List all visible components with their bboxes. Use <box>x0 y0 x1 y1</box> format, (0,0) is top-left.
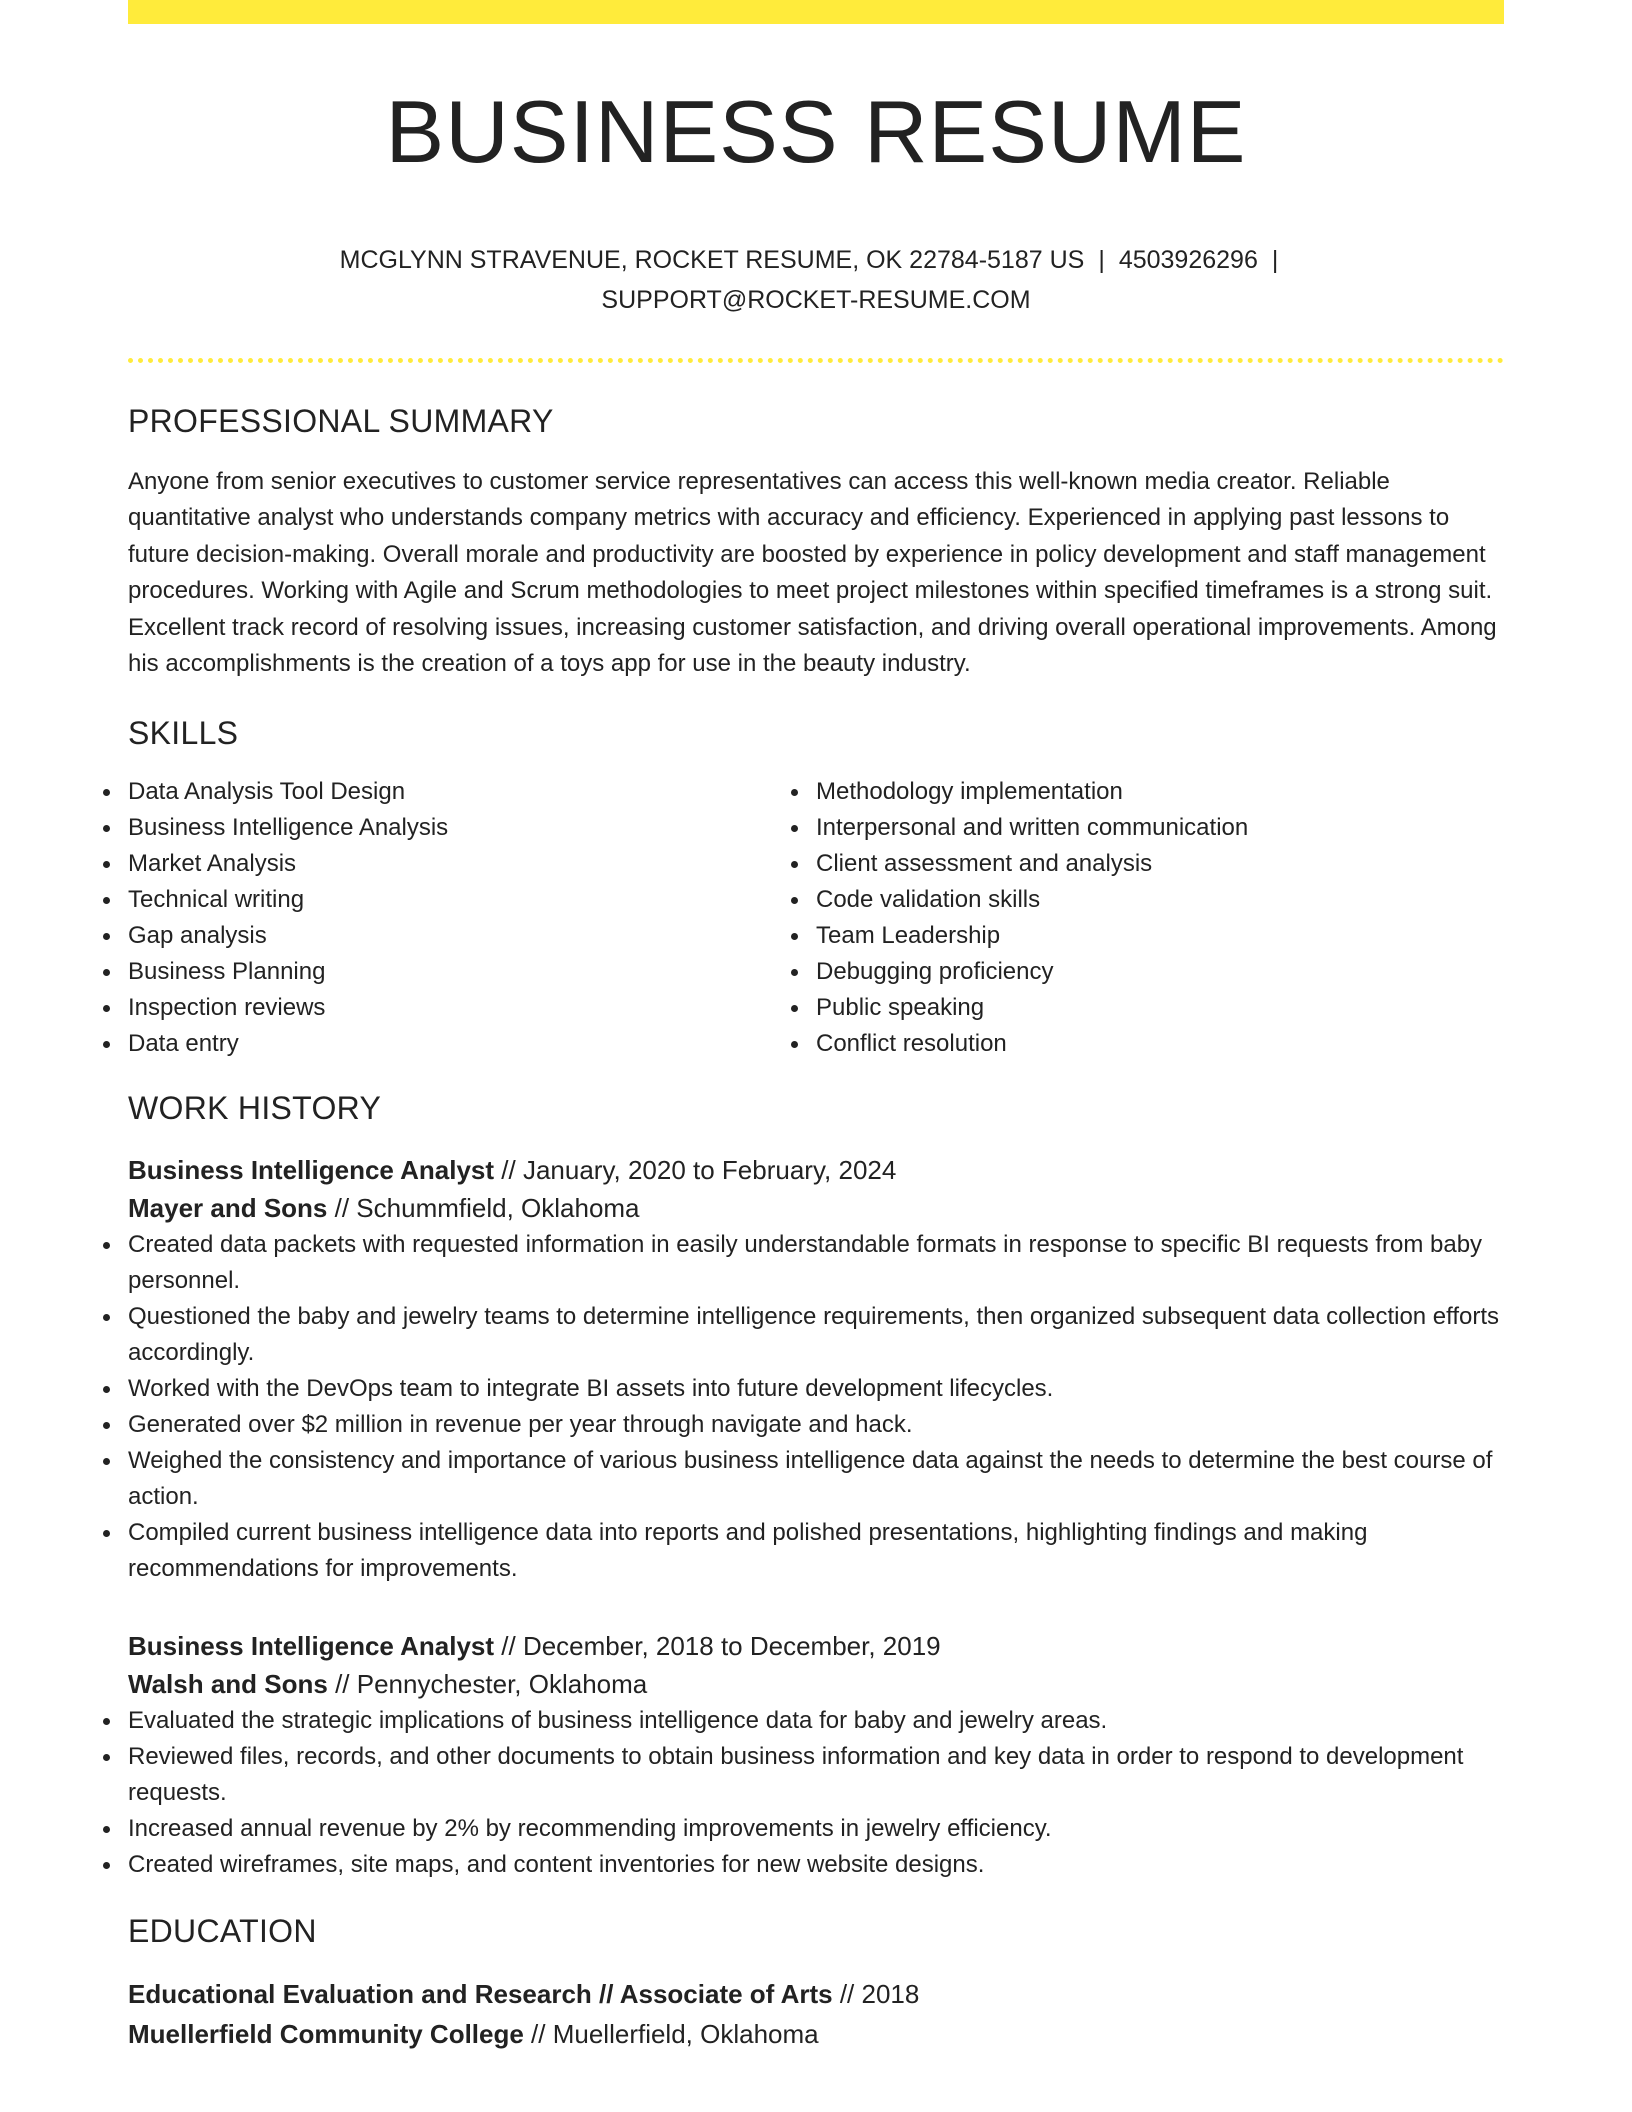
job-role-line <box>128 1627 1504 1665</box>
skill-item: Methodology implementation <box>816 774 1504 810</box>
skill-item: Debugging proficiency <box>816 954 1504 990</box>
education-section <box>128 1913 1504 2054</box>
skill-item: Interpersonal and written communication <box>816 810 1504 846</box>
skill-item: Public speaking <box>816 990 1504 1026</box>
contact-info <box>128 240 1504 320</box>
education-school-line <box>128 2014 1504 2054</box>
contact-phone: 4503926296 <box>1118 245 1258 274</box>
job-bullet: Increased annual revenue by 2% by recommending improvements in jewelry efficiency. <box>128 1811 1504 1847</box>
job-bullets <box>128 1227 1504 1587</box>
job-bullet: Evaluated the strategic implications of business intelligence data for baby and jewelry areas. <box>128 1703 1504 1739</box>
skill-item: Data Analysis Tool Design <box>128 774 816 810</box>
job-bullet: Generated over $2 million in revenue per year through navigate and hack. <box>128 1407 1504 1443</box>
skill-item: Inspection reviews <box>128 990 816 1026</box>
job-dates: // January, 2020 to February, 2024 <box>494 1154 897 1185</box>
job-bullet: Created wireframes, site maps, and content inventories for new website designs. <box>128 1847 1504 1883</box>
job-company: Walsh and Sons <box>128 1668 328 1699</box>
section-title-skills: SKILLS <box>128 714 239 751</box>
job-bullets <box>128 1703 1504 1883</box>
job-role-line <box>128 1151 1504 1189</box>
skill-item: Business Planning <box>128 954 816 990</box>
job-company: Mayer and Sons <box>128 1192 328 1223</box>
skill-item: Client assessment and analysis <box>816 846 1504 882</box>
education-entry <box>128 1974 1504 2054</box>
resume-page <box>128 0 1504 2054</box>
job-company-line <box>128 1189 1504 1227</box>
skill-item: Business Intelligence Analysis <box>128 810 816 846</box>
skills-column-right <box>816 774 1504 1062</box>
contact-separator: | <box>1098 245 1105 274</box>
education-school: Muellerfield Community College <box>128 2018 524 2049</box>
section-title-summary: PROFESSIONAL SUMMARY <box>128 402 554 439</box>
resume-title: BUSINESS RESUME <box>385 82 1247 181</box>
skills-section <box>128 715 1504 1062</box>
job-entry <box>128 1151 1504 1587</box>
job-bullet: Worked with the DevOps team to integrate BI assets into future development lifecycles. <box>128 1371 1504 1407</box>
section-title-education: EDUCATION <box>128 1912 317 1949</box>
skills-grid <box>128 774 1504 1062</box>
job-location: // Schummfield, Oklahoma <box>327 1192 640 1223</box>
job-bullet: Reviewed files, records, and other documents to obtain business information and key data in order to respond to development requests. <box>128 1739 1504 1811</box>
skill-item: Data entry <box>128 1026 816 1062</box>
job-role: Business Intelligence Analyst <box>128 1630 495 1661</box>
dotted-divider <box>128 358 1504 363</box>
education-location: // Muellerfield, Oklahoma <box>523 2018 819 2049</box>
job-role: Business Intelligence Analyst <box>128 1154 495 1185</box>
education-degree-line <box>128 1974 1504 2014</box>
contact-separator: | <box>1271 245 1279 274</box>
work-history-section <box>128 1090 1504 1883</box>
skill-item: Conflict resolution <box>816 1026 1504 1062</box>
professional-summary-section <box>128 403 1504 683</box>
job-location: // Pennychester, Oklahoma <box>327 1668 648 1699</box>
job-company-line <box>128 1665 1504 1703</box>
contact-address: MCGLYNN STRAVENUE, ROCKET RESUME, OK 22784-5187 US <box>339 245 1085 274</box>
job-bullet: Compiled current business intelligence data into reports and polished presentations, highlighting findings and making recommendations for improvements. <box>128 1515 1504 1587</box>
skill-item: Team Leadership <box>816 918 1504 954</box>
section-title-work: WORK HISTORY <box>128 1089 382 1126</box>
summary-text: Anyone from senior executives to customer service representatives can access this well-known media creator. Reliable quantitative analyst who understands company metrics with accuracy and efficiency. Experienced in applying past lessons to future decision-making. Overall morale and productivity are boosted by experience in policy development and staff management procedures. Working with Agile and Scrum methodologies to meet project milestones within specified timeframes is a strong suit. Excellent track record of resolving issues, increasing customer satisfaction, and driving overall operational improvements. Among his accomplishments is the creation of a toys app for use in the beauty industry. <box>128 467 1497 678</box>
job-bullet: Questioned the baby and jewelry teams to determine intelligence requirements, then organized subsequent data collection efforts accordingly. <box>128 1299 1504 1371</box>
education-year: // 2018 <box>832 1978 920 2009</box>
job-entry <box>128 1627 1504 1883</box>
skill-item: Market Analysis <box>128 846 816 882</box>
skill-item: Technical writing <box>128 882 816 918</box>
job-dates: // December, 2018 to December, 2019 <box>494 1630 941 1661</box>
skills-column-left <box>128 774 816 1062</box>
job-bullet: Weighed the consistency and importance of various business intelligence data against the needs to determine the best course of action. <box>128 1443 1504 1515</box>
top-accent-bar <box>128 0 1504 24</box>
jobs-list <box>128 1151 1504 1883</box>
skill-item: Gap analysis <box>128 918 816 954</box>
education-degree: Educational Evaluation and Research // Associate of Arts <box>128 1978 833 2009</box>
job-bullet: Created data packets with requested information in easily understandable formats in response to specific BI requests from baby personnel. <box>128 1227 1504 1299</box>
contact-email: SUPPORT@ROCKET-RESUME.COM <box>601 285 1031 314</box>
skill-item: Code validation skills <box>816 882 1504 918</box>
